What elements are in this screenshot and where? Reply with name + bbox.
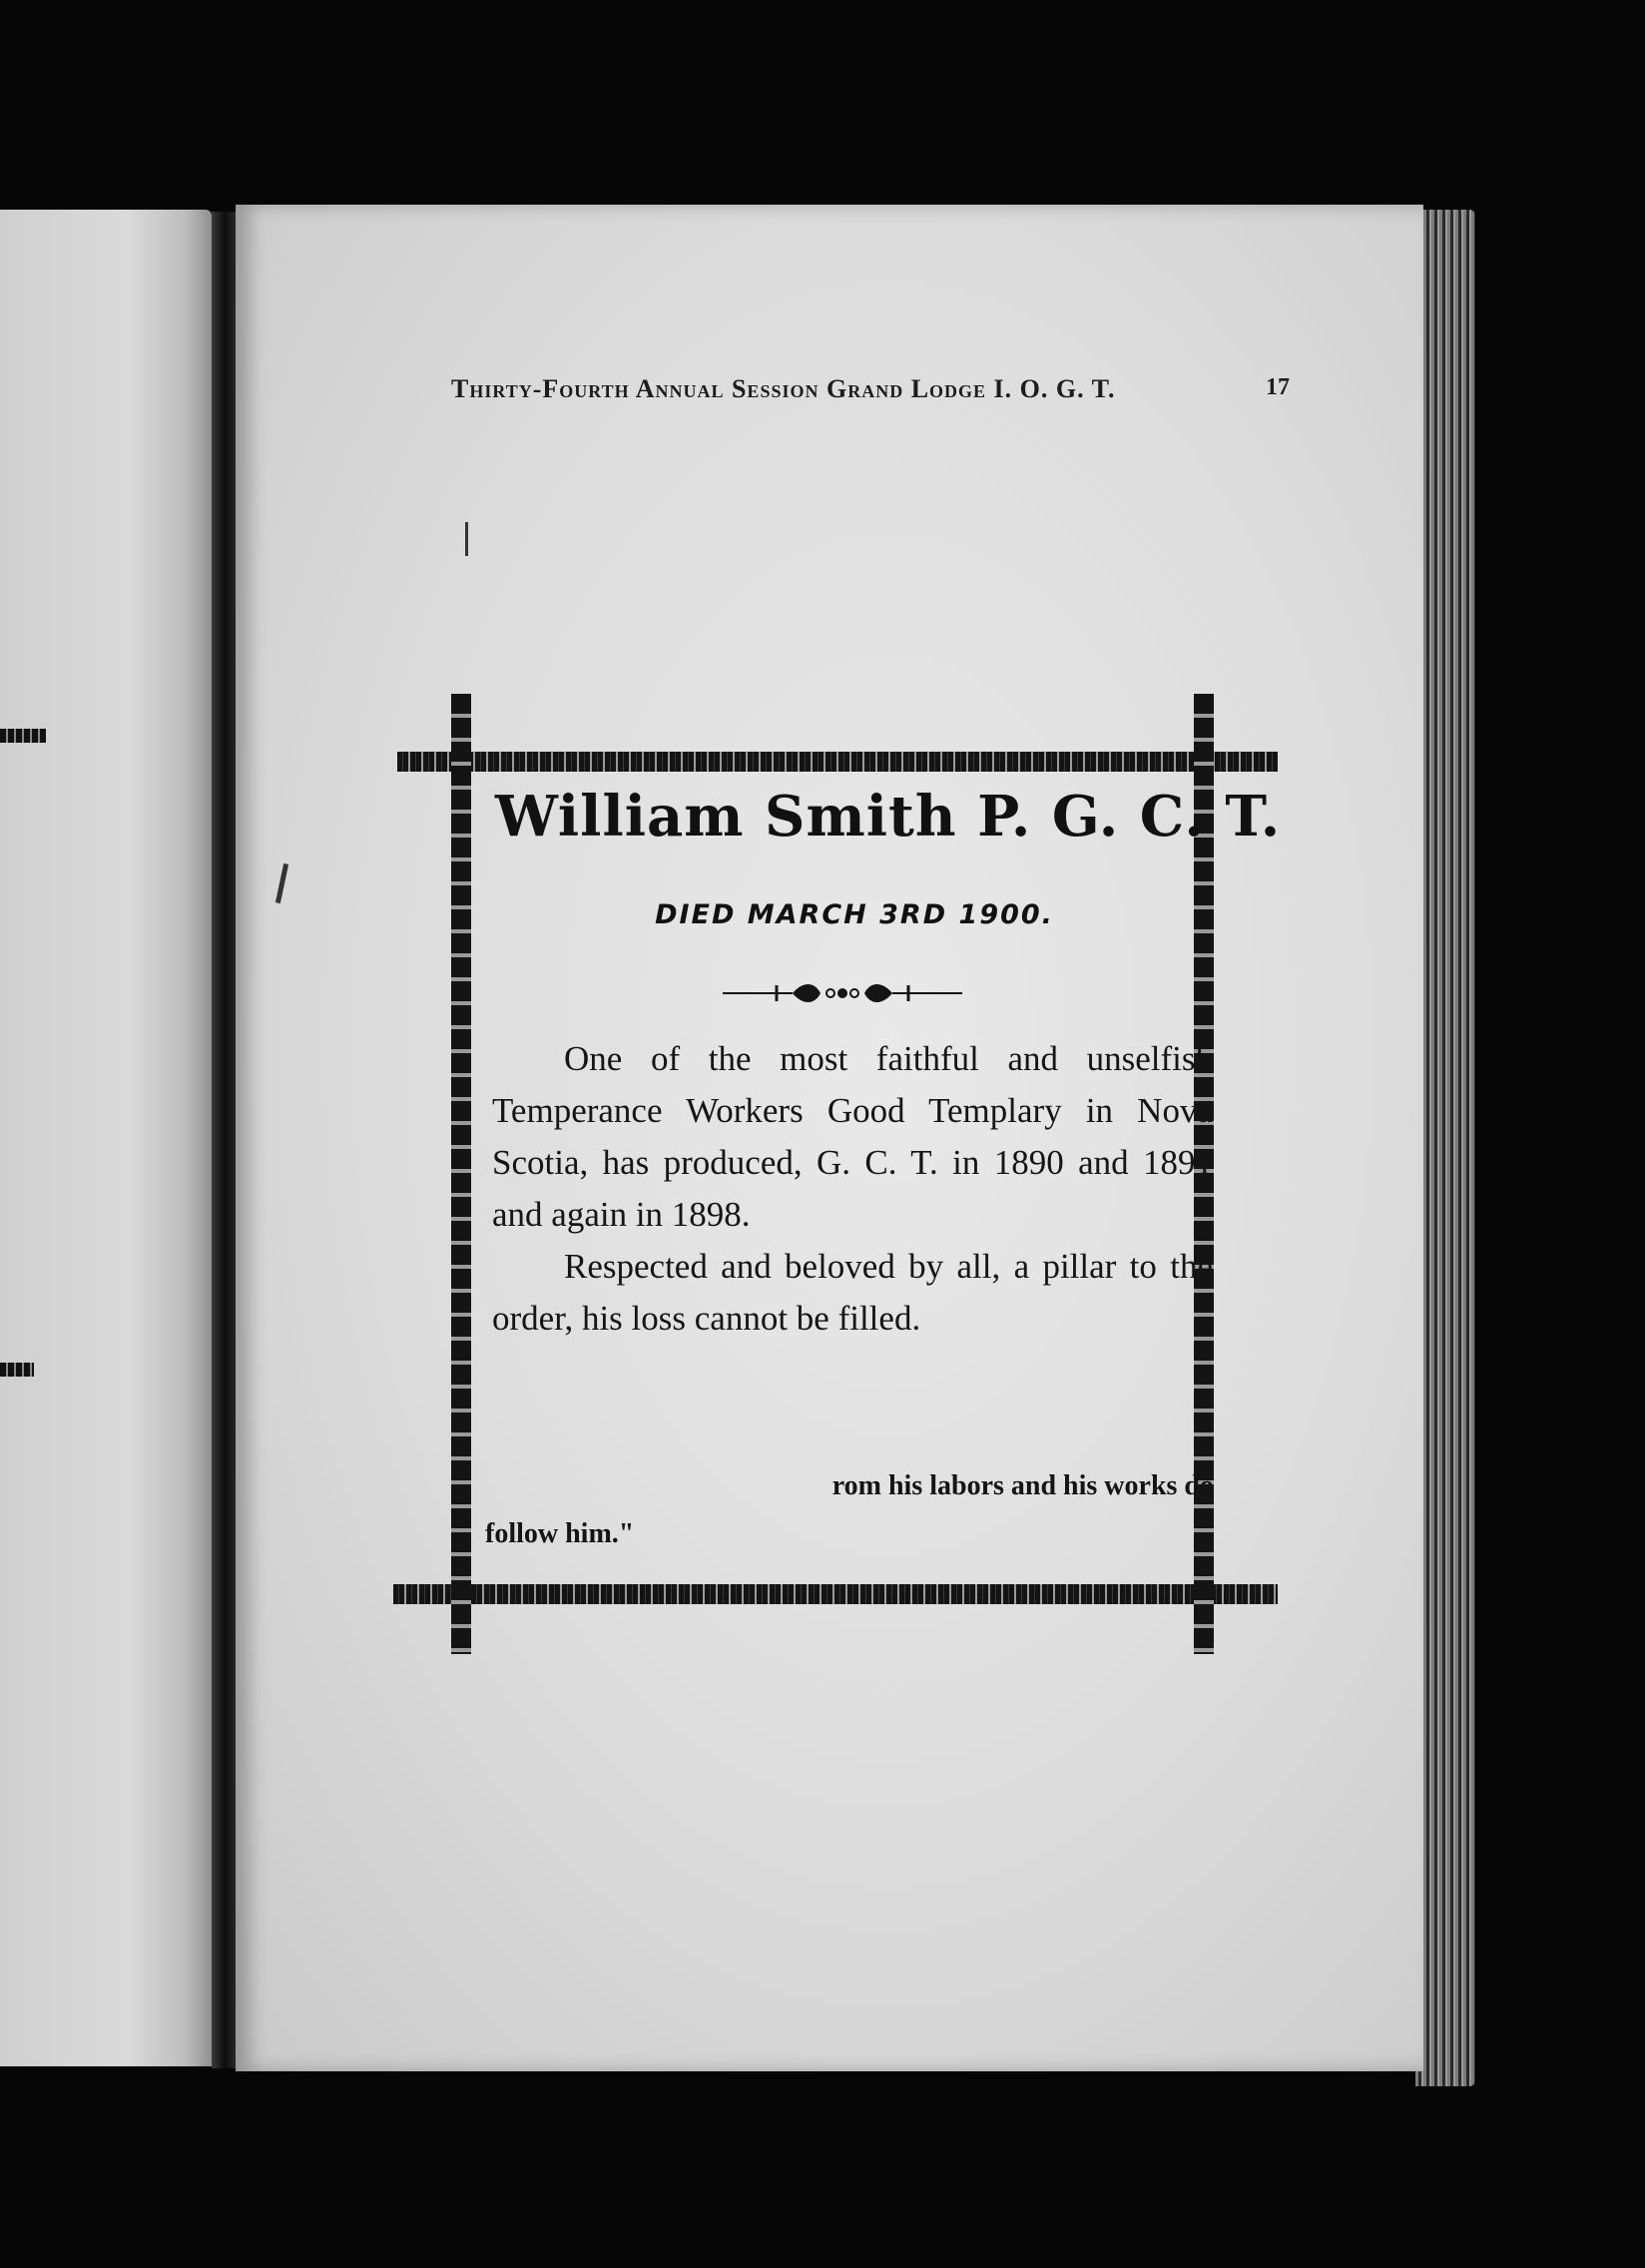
page-edges <box>1415 210 1475 2086</box>
closing-quote-line: follow him." <box>485 1518 635 1549</box>
obituary-title: William Smith P. G. C. T. <box>495 784 1282 850</box>
page-number: 17 <box>1266 374 1290 400</box>
obituary-paragraph: Respected and beloved by all, a pillar to the order, his loss cannot be filled. <box>492 1247 1213 1338</box>
border-left-bar <box>451 694 471 1654</box>
book-gutter <box>212 212 238 2068</box>
closing-quote <box>485 1462 1214 1558</box>
left-page <box>0 210 212 2066</box>
border-bottom-bar <box>393 1584 1278 1604</box>
left-page-print-mark <box>0 1363 34 1377</box>
ink-speck <box>275 863 288 903</box>
ink-speck <box>465 522 468 556</box>
obituary-date: DIED MARCH 3RD 1900. <box>655 899 1054 930</box>
right-page <box>236 205 1423 2071</box>
fleuron-ornament-icon <box>723 973 962 1013</box>
closing-quote-line: rom his labors and his works do <box>831 1470 1214 1501</box>
border-top-bar <box>397 752 1278 772</box>
obituary-paragraph: One of the most faithful and unselfish Temperance Workers Good Templary in Nova Scotia, has produced, G. C. T. in 1890 and 1891 and again in 1898. <box>492 1039 1213 1234</box>
obituary-body <box>492 1033 1213 1345</box>
left-page-print-mark <box>0 729 46 743</box>
running-head: Thirty-Fourth Annual Session Grand Lodge I. O. G. T. <box>451 374 1116 403</box>
